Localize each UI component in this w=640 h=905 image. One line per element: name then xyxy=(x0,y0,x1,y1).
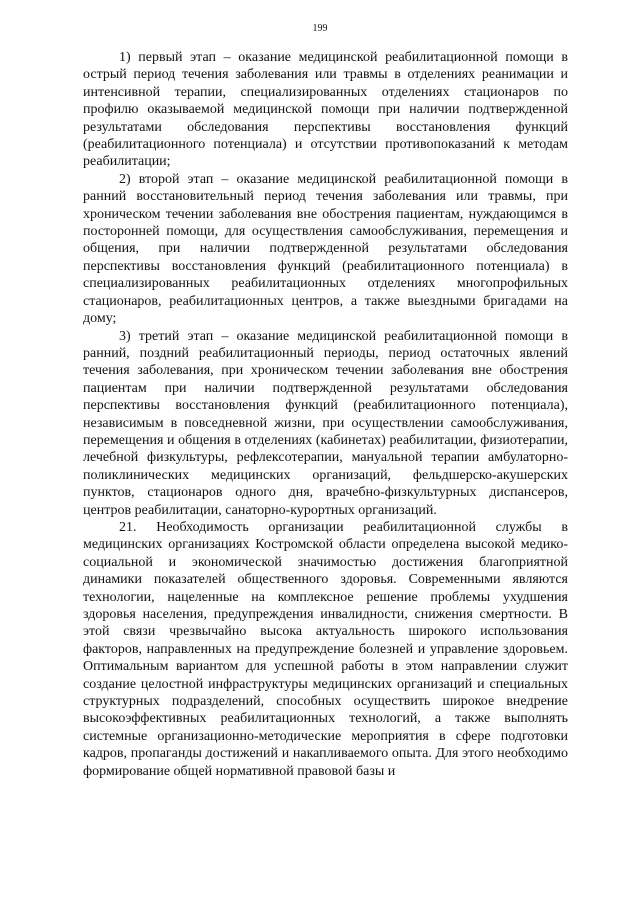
paragraph-stage-2: 2) второй этап – оказание медицинской реабилитационной помощи в ранний восстановительный период течения заболевания или травмы, при хроническом течении заболевания вне обострения пациентам, нуждающимся в посторонней помощи, для осуществления самообслуживания, перемещения и общения, при наличии подтвержденной результатами обследования перспективы восстановления функций (реабилитационного потенциала) в специализированных реабилитационных отделениях многопрофильных стационаров, реабилитационных центров, а также выездными бригадами на дому; xyxy=(83,171,568,327)
paragraph-stage-1: 1) первый этап – оказание медицинской реабилитационной помощи в острый период течения заболевания или травмы в отделениях реанимации и интенсивной терапии, специализированных отделениях стационаров по профилю оказываемой медицинской помощи при наличии подтвержденной результатами обследования перспективы восстановления функций (реабилитационного потенциала) и отсутствии противопоказаний к методам реабилитации; xyxy=(83,50,568,170)
page-number: 199 xyxy=(312,23,328,34)
document-body xyxy=(83,49,568,780)
paragraph-stage-3: 3) третий этап – оказание медицинской реабилитационной помощи в ранний, поздний реабилитационный периоды, период остаточных явлений течения заболевания, при хроническом течении заболевания вне обострения пациентам при наличии подтвержденной результатами обследования перспективы восстановления функций (реабилитационного потенциала), независимым в повседневной жизни, при осуществлении самообслуживания, перемещения и общения в отделениях (кабинетах) реабилитации, физиотерапии, лечебной физкультуры, рефлексотерапии, мануальной терапии амбулаторно-поликлинических медицинских организаций, фельдшерско-акушерских пунктов, стационаров одного дня, врачебно-физкультурных диспансеров, центров реабилитации, санаторно-курортных организаций. xyxy=(83,328,568,518)
paragraph-21: 21. Необходимость организации реабилитационной службы в медицинских организациях Костромской области определена высокой медико-социальной и экономической значимостью достижения благоприятной динамики показателей общественного здоровья. Современными являются технологии, нацеленные на комплексное решение проблемы ухудшения здоровья населения, предупреждения инвалидности, снижения смертности. В этой связи чрезвычайно высока актуальность широкого использования факторов, направленных на предупреждение болезней и управление здоровьем. Оптимальным вариантом для успешной работы в этом направлении служит создание целостной инфраструктуры медицинских организаций и специальных структурных подразделений, способных осуществить широкое внедрение высокоэффективных реабилитационных технологий, а также выполнять системные организационно-методические мероприятия в сфере подготовки кадров, пропаганды достижений и накапливаемого опыта. Для этого необходимо формирование общей нормативной правовой базы и xyxy=(83,519,568,779)
